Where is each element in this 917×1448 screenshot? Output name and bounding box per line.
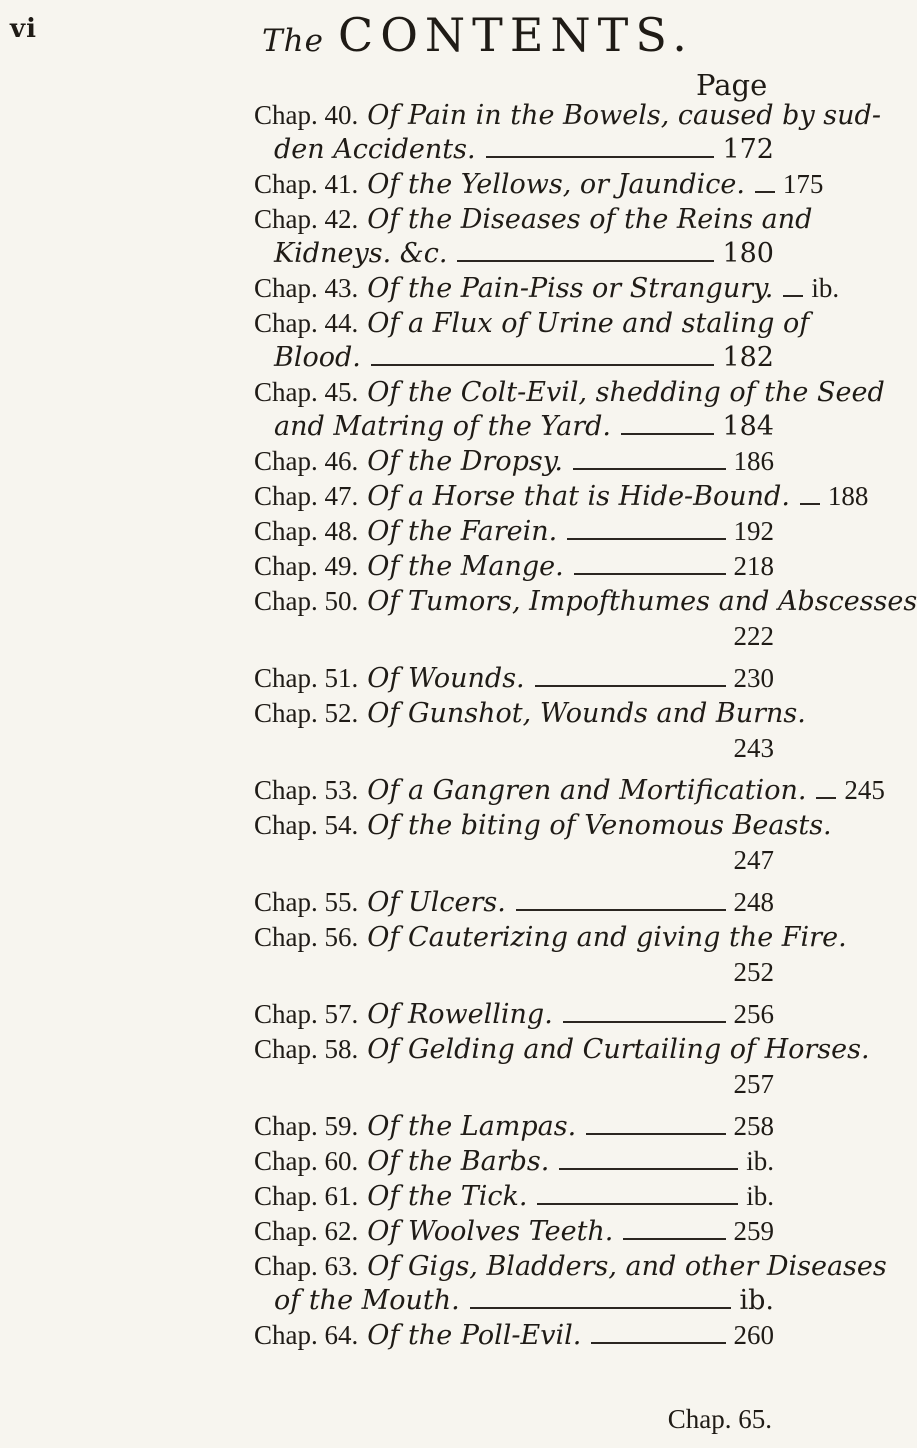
contents-entry: [254, 514, 774, 549]
entry-continuation: [254, 237, 774, 271]
leader-dash: [567, 538, 725, 540]
contents-entry: [254, 1109, 774, 1144]
chapter-number: Chap. 43.: [254, 273, 359, 303]
contents-entry: [254, 1214, 774, 1249]
chapter-number: Chap. 49.: [254, 551, 359, 581]
contents-entry: [254, 661, 774, 696]
page-ref: 252: [733, 957, 774, 987]
leader-dash: [537, 1203, 738, 1205]
chapter-number: Chap. 62.: [254, 1216, 359, 1246]
page-ref: 182: [722, 342, 774, 373]
chapter-title: Of Rowelling.: [367, 999, 553, 1030]
page-ref: 260: [733, 1320, 774, 1350]
entry-line: [254, 375, 885, 410]
page-ref: 248: [733, 887, 774, 917]
entry-line: [254, 167, 824, 202]
page-ref: ib.: [739, 1285, 774, 1316]
page-ref: ib.: [746, 1181, 774, 1211]
leader-dash: [755, 191, 775, 193]
page-ref: 188: [827, 481, 869, 511]
chapter-number: Chap. 54.: [254, 810, 359, 840]
chapter-number: Chap. 56.: [254, 922, 359, 952]
entry-line: [254, 997, 774, 1032]
leader-dash: [574, 573, 726, 575]
contents-entry: [254, 202, 813, 271]
chapter-title: Of a Horse that is Hide-Bound.: [367, 481, 790, 512]
chapter-title: Of Tumors, Impofthumes and Abscesses: [367, 586, 917, 617]
chapter-number: Chap. 51.: [254, 663, 359, 693]
contents-entry: [254, 696, 806, 765]
entry-line: [254, 306, 810, 341]
entry-line: [254, 1318, 774, 1353]
leader-dash: [457, 260, 714, 262]
page-ref: 256: [733, 999, 774, 1029]
chapter-title: Of Ulcers.: [367, 887, 506, 918]
leader-dash: [516, 909, 726, 911]
chapter-title: Of the biting of Venomous Beasts.: [367, 810, 832, 841]
chapter-number: Chap. 44.: [254, 308, 359, 338]
entry-line: [254, 584, 917, 619]
leader-dash: [623, 1238, 725, 1240]
entry-line: [254, 920, 847, 955]
chapter-title-continued: and Matring of the Yard.: [274, 411, 611, 442]
leader-dash: [783, 295, 803, 297]
page-ref: 247: [733, 845, 774, 875]
chapter-title: Of a Gangren and Mortification.: [367, 775, 807, 806]
chapter-title: Of Gunshot, Wounds and Burns.: [367, 698, 806, 729]
entry-line: [254, 1109, 774, 1144]
chapter-title-continued: Blood.: [274, 342, 361, 373]
chapter-number: Chap. 52.: [254, 698, 359, 728]
leader-dash: [535, 685, 726, 687]
leader-dash: [371, 364, 715, 366]
entry-line: [254, 1214, 774, 1249]
chapter-title: Of Gelding and Curtailing of Horses.: [367, 1034, 870, 1065]
page-number: vi: [10, 14, 37, 44]
contents-entry: [254, 1144, 774, 1179]
leader-dash: [621, 433, 714, 435]
chapter-number: Chap. 58.: [254, 1034, 359, 1064]
chapter-title: Of the Yellows, or Jaundice.: [367, 169, 745, 200]
entry-continuation: [254, 133, 774, 167]
entry-line: [254, 773, 885, 808]
page-ref: 258: [733, 1111, 774, 1141]
leader-dash: [563, 1021, 726, 1023]
chapter-title: Of the Pain-Piss or Strangury.: [367, 273, 774, 304]
chapter-number: Chap. 45.: [254, 377, 359, 407]
entry-line: [254, 271, 840, 306]
page-title-contents: CONTENTS.: [338, 8, 694, 62]
page-ref: 218: [733, 551, 774, 581]
contents-entry: [254, 997, 774, 1032]
page-ref: 186: [733, 446, 774, 476]
contents-entry: [254, 920, 847, 989]
entry-line: [254, 549, 774, 584]
chapter-title: Of the Mange.: [367, 551, 564, 582]
chapter-number: Chap. 47.: [254, 481, 359, 511]
chapter-title: Of the Lampas.: [367, 1111, 577, 1142]
chapter-title: Of Cauterizing and giving the Fire.: [367, 922, 847, 953]
entry-line: [254, 1032, 870, 1067]
entry-line: [254, 444, 774, 479]
chapter-number: Chap. 55.: [254, 887, 359, 917]
chapter-title-continued: Kidneys. &c.: [274, 238, 448, 269]
chapter-number: Chap. 61.: [254, 1181, 359, 1211]
contents-entry: [254, 479, 869, 514]
contents-entry: [254, 444, 774, 479]
entry-continuation: [254, 1284, 774, 1318]
leader-dash: [470, 1307, 732, 1309]
chapter-number: Chap. 48.: [254, 516, 359, 546]
chapter-number: Chap. 57.: [254, 999, 359, 1029]
contents-entry: [254, 98, 881, 167]
contents-entry: [254, 375, 885, 444]
chapter-number: Chap. 60.: [254, 1146, 359, 1176]
contents-entry: [254, 1249, 887, 1318]
contents-entry: [254, 306, 810, 375]
contents-entry: [254, 773, 885, 808]
chapter-title: Of Wounds.: [367, 663, 525, 694]
entry-line: [254, 696, 806, 731]
chapter-number: Chap. 64.: [254, 1320, 359, 1350]
chapter-title: Of a Flux of Urine and staling of: [367, 308, 810, 339]
chapter-number: Chap. 42.: [254, 204, 359, 234]
entry-line: [254, 479, 869, 514]
chapter-number: Chap. 50.: [254, 586, 359, 616]
chapter-number: Chap. 63.: [254, 1251, 359, 1281]
leader-dash: [559, 1168, 738, 1170]
leader-dash: [591, 1342, 725, 1344]
entry-continuation: [254, 341, 774, 375]
page-ref: 259: [733, 1216, 774, 1246]
page-ref: 222: [733, 621, 774, 651]
chapter-number: Chap. 41.: [254, 169, 359, 199]
entry-line: [254, 202, 813, 237]
chapter-title: Of the Poll-Evil.: [367, 1320, 582, 1351]
chapter-number: Chap. 46.: [254, 446, 359, 476]
page-ref: 180: [722, 238, 774, 269]
chapter-title: Of the Dropsy.: [367, 446, 563, 477]
page-ref: 175: [782, 169, 824, 199]
leader-dash: [816, 797, 836, 799]
entry-line: [254, 885, 774, 920]
contents-entry: [254, 808, 832, 877]
page-ref: 192: [733, 516, 774, 546]
contents-entry: [254, 584, 917, 653]
chapter-title-continued: of the Mouth.: [274, 1285, 460, 1316]
page-column-label: Page: [696, 68, 768, 102]
page-ref: 243: [733, 733, 774, 763]
page-ref: 184: [722, 411, 774, 442]
page-title: [262, 8, 694, 62]
leader-dash: [800, 503, 820, 505]
page-ref: 245: [844, 775, 885, 805]
entry-line: [254, 514, 774, 549]
contents-entry: [254, 885, 774, 920]
catchword: Chap. 65.: [667, 1404, 772, 1434]
entry-line: [254, 1179, 774, 1214]
chapter-title: Of the Farein.: [367, 516, 558, 547]
leader-dash: [586, 1133, 725, 1135]
contents-entry: [254, 271, 840, 306]
entry-line: [254, 808, 832, 843]
chapter-title: Of the Colt-Evil, shedding of the Seed: [367, 377, 885, 408]
entry-line: [254, 1144, 774, 1179]
page-ref: 257: [733, 1069, 774, 1099]
entry-continuation: [254, 410, 774, 444]
chapter-title: Of the Barbs.: [367, 1146, 550, 1177]
chapter-title: Of the Diseases of the Reins and: [367, 204, 813, 235]
entry-line: [254, 661, 774, 696]
page-ref: ib.: [746, 1146, 774, 1176]
chapter-title: Of Gigs, Bladders, and other Diseases: [367, 1251, 887, 1282]
contents-entry: [254, 549, 774, 584]
chapter-number: Chap. 40.: [254, 100, 359, 130]
contents-entry: [254, 1318, 774, 1353]
contents-entry: [254, 1179, 774, 1214]
contents-entry: [254, 1032, 870, 1101]
chapter-number: Chap. 59.: [254, 1111, 359, 1141]
entry-line: [254, 1249, 887, 1284]
page-ref: 172: [722, 134, 774, 165]
leader-dash: [573, 468, 726, 470]
leader-dash: [486, 156, 715, 158]
page-title-the: The: [262, 23, 324, 59]
entry-line: [254, 98, 881, 133]
chapter-title-continued: den Accidents.: [274, 134, 476, 165]
contents-list: [254, 98, 917, 1353]
chapter-title: Of Pain in the Bowels, caused by sud-: [367, 100, 881, 131]
contents-entry: [254, 167, 824, 202]
chapter-title: Of Woolves Teeth.: [367, 1216, 614, 1247]
chapter-number: Chap. 53.: [254, 775, 359, 805]
page-ref: 230: [733, 663, 774, 693]
chapter-title: Of the Tick.: [367, 1181, 528, 1212]
page-ref: ib.: [811, 273, 840, 303]
